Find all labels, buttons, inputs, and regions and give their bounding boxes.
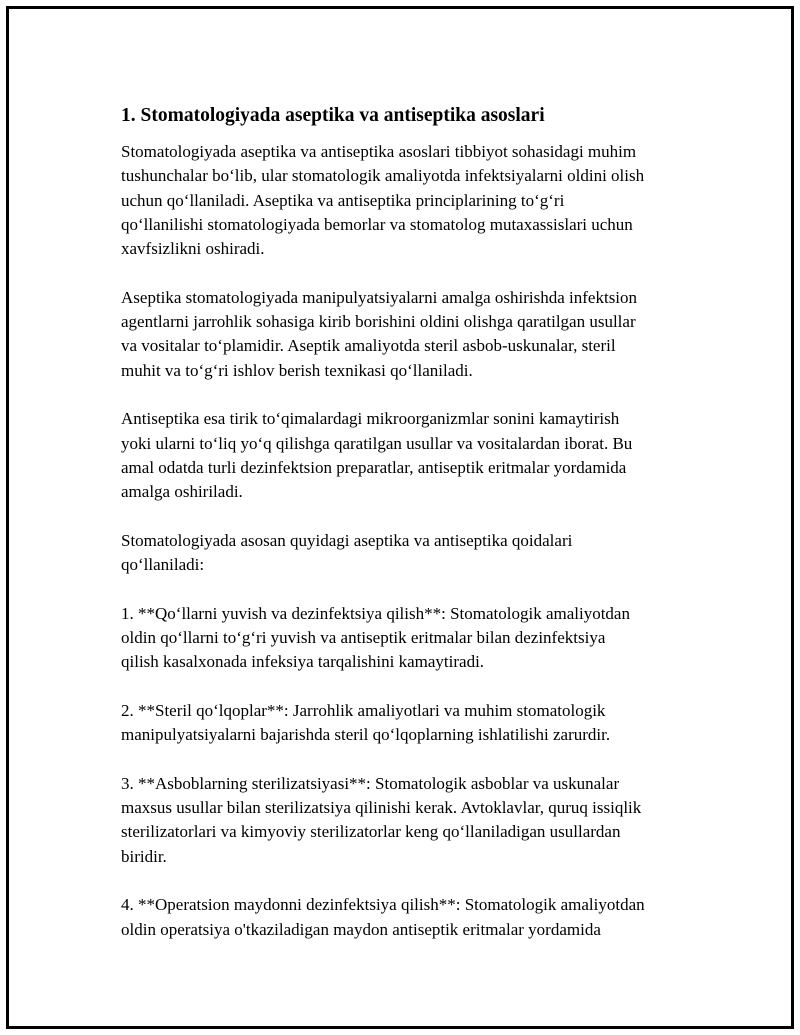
page-frame (6, 6, 794, 1029)
text-line: yoki ularni to‘liq yo‘q qilishga qaratilgan usullar va vositalardan iborat. Bu (121, 433, 633, 453)
list-item-3 (121, 772, 701, 869)
text-line: agentlarni jarrohlik sohasiga kirib borishini oldini olishga qaratilgan usullar (121, 312, 636, 332)
text-line: oldin qo‘llarni to‘g‘ri yuvish va antiseptik eritmalar bilan dezinfektsiya (121, 627, 606, 647)
text-line: 1. **Qo‘llarni yuvish va dezinfektsiya qilish**: Stomatologik amaliyotdan (121, 603, 630, 623)
text-line: manipulyatsiyalarni bajarishda steril qo‘lqoplarning ishlatilishi zarurdir. (121, 725, 611, 745)
paragraph-rules-intro (121, 529, 701, 578)
text-line: tushunchalar bo‘lib, ular stomatologik amaliyotda infektsiyalarni oldini olish (121, 166, 645, 186)
text-line: biridir. (121, 846, 167, 866)
text-line: qilish kasalxonada infeksiya tarqalishini kamaytiradi. (121, 652, 485, 672)
text-line: maxsus usullar bilan sterilizatsiya qilinishi kerak. Avtoklavlar, quruq issiqlik (121, 798, 642, 818)
text-line: Aseptika stomatologiyada manipulyatsiyalarni amalga oshirishda infektsion (121, 287, 638, 307)
text-line: qo‘llaniladi: (121, 555, 205, 575)
text-line: sterilizatorlari va kimyoviy sterilizatorlar keng qo‘llaniladigan usullardan (121, 822, 621, 842)
list-item-4 (121, 893, 701, 942)
text-line: xavfsizlikni oshiradi. (121, 239, 265, 259)
text-line: Stomatologiyada aseptika va antiseptika asoslari tibbiyot sohasidagi muhim (121, 142, 637, 161)
text-line: qo‘llanilishi stomatologiyada bemorlar va stomatolog mutaxassislari uchun (121, 214, 633, 234)
paragraph-antiseptika (121, 407, 701, 504)
paragraph-aseptika (121, 286, 701, 383)
text-line: uchun qo‘llaniladi. Aseptika va antiseptika principlarining to‘g‘ri (121, 190, 565, 210)
text-line: 2. **Steril qo‘lqoplar**: Jarrohlik amaliyotlari va muhim stomatologik (121, 700, 606, 720)
text-line: amal odatda turli dezinfektsion preparatlar, antiseptik eritmalar yordamida (121, 457, 627, 477)
text-line: Stomatologiyada asosan quyidagi aseptika va antiseptika qoidalari (121, 530, 573, 550)
text-line: oldin operatsiya o'tkaziladigan maydon antiseptik eritmalar yordamida (121, 919, 601, 939)
text-line: Antiseptika esa tirik to‘qimalardagi mikroorganizmlar sonini kamaytirish (121, 409, 620, 429)
text-line: muhit va to‘g‘ri ishlov berish texnikasi qo‘llaniladi. (121, 360, 473, 380)
text-line: va vositalar to‘plamidir. Aseptik amaliyotda steril asbob-uskunalar, steril (121, 336, 616, 356)
list-item-1 (121, 602, 701, 675)
paragraph-intro (121, 140, 701, 261)
list-item-2 (121, 699, 701, 748)
section-heading: 1. Stomatologiyada aseptika va antiseptika asoslari (121, 105, 545, 126)
text-line: amalga oshiriladi. (121, 482, 243, 502)
text-line: 4. **Operatsion maydonni dezinfektsiya qilish**: Stomatologik amaliyotdan (121, 895, 645, 915)
text-line: 3. **Asboblarning sterilizatsiyasi**: Stomatologik asboblar va uskunalar (121, 773, 620, 793)
document-content (121, 104, 701, 966)
